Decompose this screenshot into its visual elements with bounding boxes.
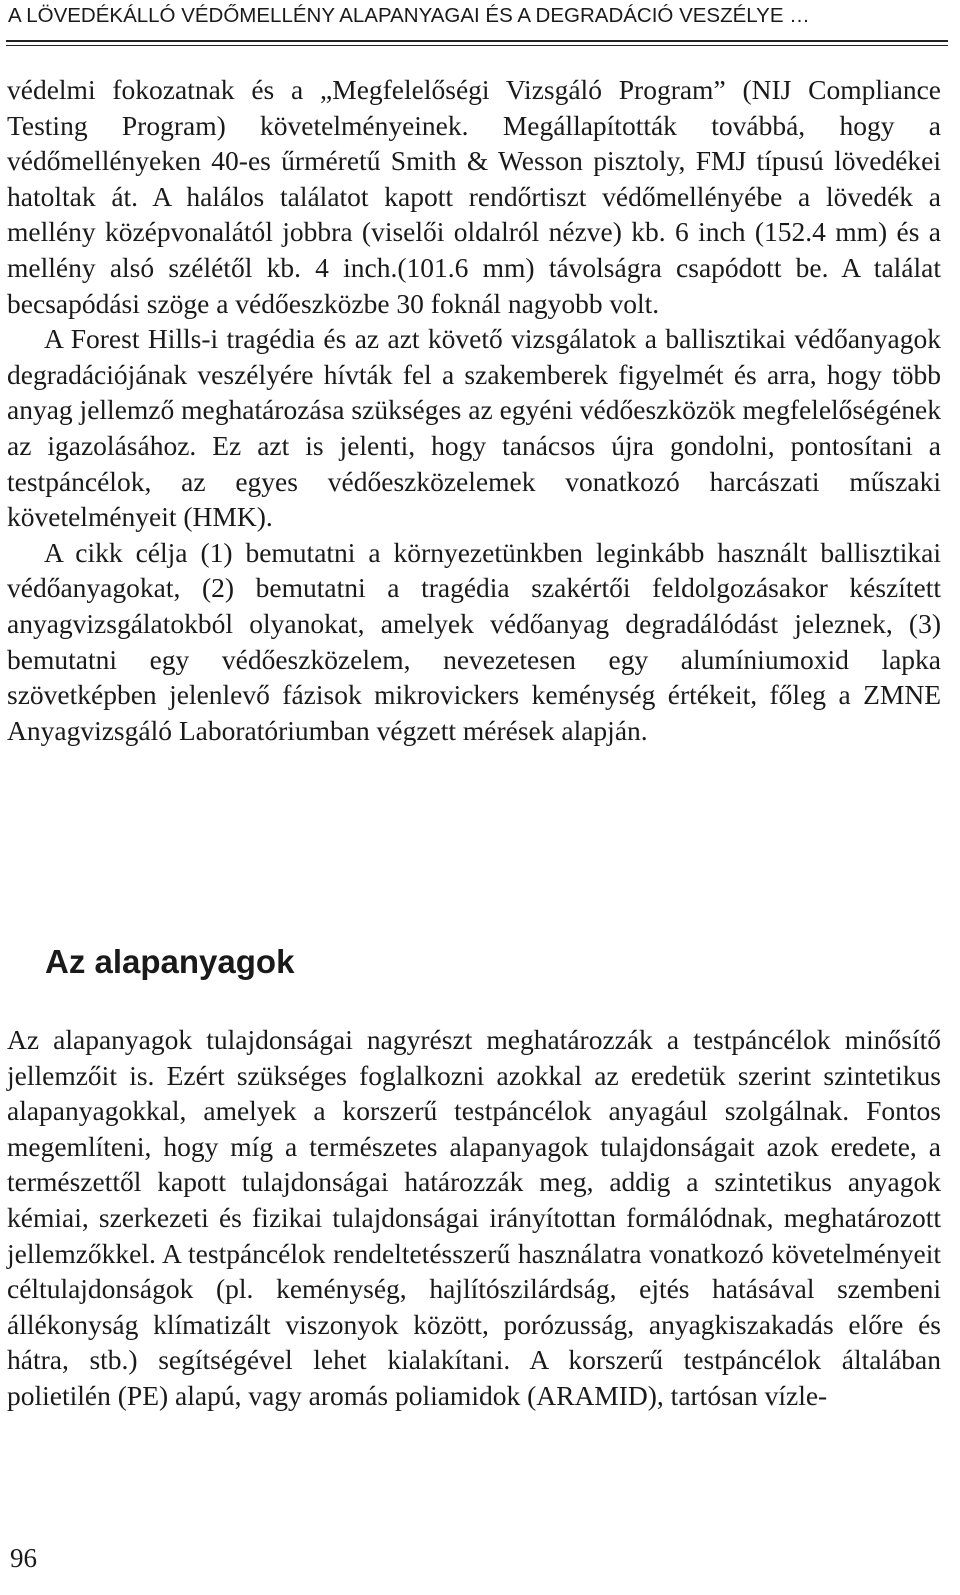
section-text-block bbox=[7, 1022, 941, 1414]
page-number: 96 bbox=[10, 1543, 37, 1573]
running-header: A LÖVEDÉKÁLLÓ VÉDŐMELLÉNY ALAPANYAGAI ÉS A DEGRADÁCIÓ VESZÉLYE … bbox=[8, 4, 810, 27]
paragraph-continued: védelmi fokozatnak és a „Megfelelőségi Vizsgáló Program” (NIJ Compliance Testing Program) követelményeinek. Megállapították továbbá, hogy a védőmellényeken 40-es űrméretű Smith & Wesson pisztoly, FMJ típusú lövedékei hatoltak át. A halálos találatot kapott rendőrtiszt védőmellényébe a lövedék a mellény középvonalától jobbra (viselői oldalról nézve) kb. 6 inch (152.4 mm) és a mellény alsó szélétől kb. 4 inch.(101.6 mm) távolságra csapódott be. A találat becsapódási szöge a védőeszközbe 30 foknál nagyobb volt. bbox=[7, 74, 941, 319]
body-text-block bbox=[7, 72, 941, 748]
paragraph-article-goal: A cikk célja (1) bemutatni a környezetünkben leginkább használt ballisztikai védőanyagokat, (2) bemutatni a tragédia szakértői feldolgozásakor készített anyagvizsgálatokból olyanokat, amelyek védőanyag degradálódást jeleznek, (3) bemutatni egy védőeszközelem, nevezetesen egy alumíniumoxid lapka szövetképben jelenlevő fázisok mikrovickers keménység értékeit, főleg a ZMNE Anyagvizsgáló Laboratóriumban végzett mérések alapján. bbox=[7, 536, 941, 746]
header-rule bbox=[6, 40, 948, 42]
paragraph-materials: Az alapanyagok tulajdonságai nagyrészt meghatározzák a testpáncélok minősítő jellemzőit is. Ezért szükséges foglalkozni azokkal az eredetük szerint szintetikus alapanyagokkal, amelyek a korszerű testpáncélok anyagául szolgálnak. Fontos megemlíteni, hogy míg a természetes alapanyagok tulajdonságait azok eredete, a természettől kapott tulajdonságai határozzák meg, addig a szintetikus anyagok kémiai, szerkezeti és fizikai tulajdonságai irányítottan formálódnak, meghatározott jellemzőkkel. A testpáncélok rendeltetésszerű használatra vonatkozó követelményeit céltulajdonságok (pl. keménység, hajlítószilárdság, ejtés hatásával szembeni állékonyság klímatizált viszonyok között, porózusság, anyagkiszakadás előre és hátra, stb.) segítségével lehet kialakítani. A korszerű testpáncélok általában polietilén (PE) alapú, vagy aromás poliamidok (ARAMID), tartósan vízle- bbox=[7, 1024, 941, 1411]
section-heading: Az alapanyagok bbox=[45, 943, 295, 980]
header-rule-thin bbox=[6, 45, 948, 46]
paragraph-forest-hills: A Forest Hills-i tragédia és az azt követő vizsgálatok a ballisztikai védőanyagok degradációjának veszélyére hívták fel a szakemberek figyelmét és arra, hogy több anyag jellemző meghatározása szükséges az egyéni védőeszközök megfelelőségének az igazolásához. Ez azt is jelenti, hogy tanácsos újra gondolni, pontosítani a testpáncélok, az egyes védőeszközelemek vonatkozó harcászati műszaki követelményeit (HMK). bbox=[7, 323, 941, 533]
